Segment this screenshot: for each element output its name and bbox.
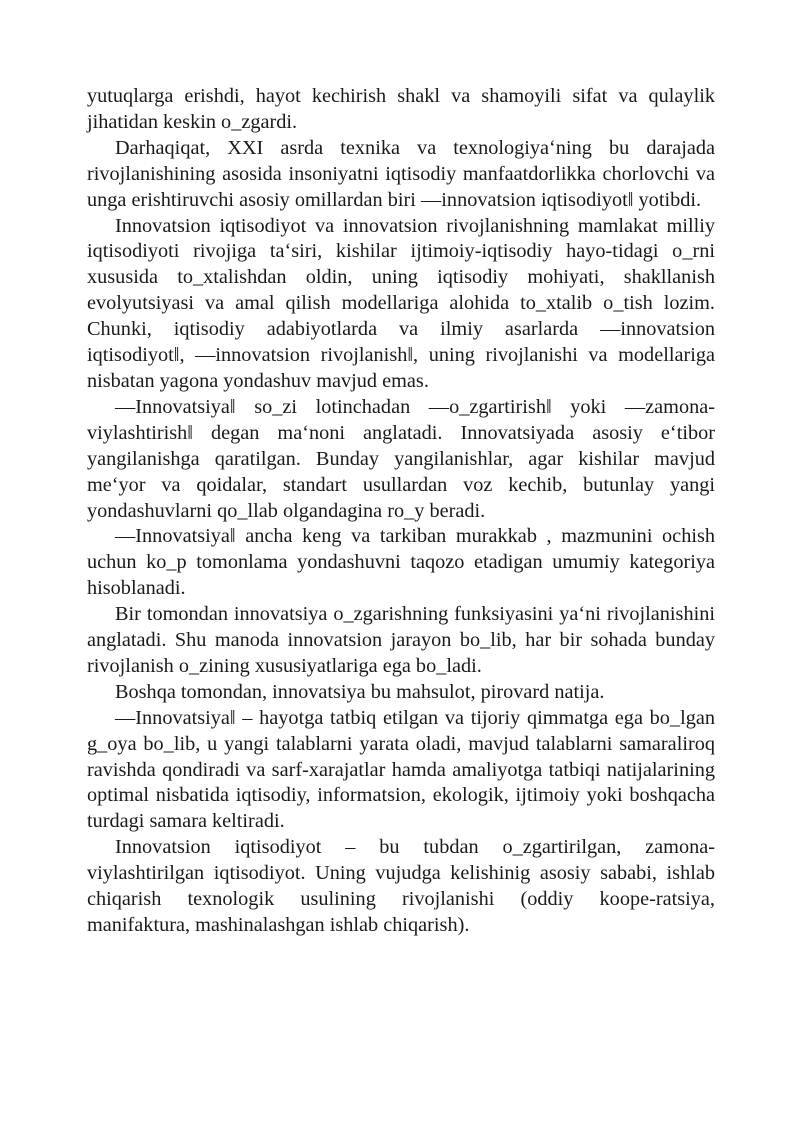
paragraph: Boshqa tomondan, innovatsiya bu mahsulot, pirovard natija. bbox=[115, 680, 605, 703]
paragraph: ―Innovatsiya‖ – hayotga tatbiq etilgan va tijoriy qimmatga ega bo_lgan g_oya bo_lib, u yangi talablarni yarata oladi, mavjud talablarni samaraliroq ravishda qondiradi va sarf-xarajatlar hamda amaliyotga tatbiqi natijalarining optimal nisbatida iqtisodiy, informatsion, ekologik, ijtimoiy yoki boshqacha turdagi samara keltiradi. bbox=[87, 706, 715, 833]
paragraph-continuation: yutuqlarga erishdi, hayot kechirish shakl va shamoyili sifat va qulaylik jihatidan keskin o_zgardi. bbox=[87, 85, 715, 133]
paragraph: Darhaqiqat, XXI asrda texnika va texnologiya‘ning bu darajada rivojlanishining asosida insoniyatni iqtisodiy manfaatdorlikka chorlovchi va unga erishtiruvchi asosiy omillardan biri ―innovatsion iqtisodiyot‖ yotibdi. bbox=[87, 136, 715, 211]
document-page bbox=[87, 84, 715, 939]
paragraph: Bir tomondan innovatsiya o_zgarishning funksiyasini ya‘ni rivojlanishini anglatadi. Shu manoda innovatsion jarayon bo_lib, har bir sohada bunday rivojlanish o_zining xususiyatlariga ega bo_ladi. bbox=[87, 603, 715, 677]
paragraph: Innovatsion iqtisodiyot – bu tubdan o_zgartirilgan, zamona-viylashtirilgan iqtisodiyot. Uning vujudga kelishinig asosiy sababi, ishlab chiqarish texnologik usulining rivojlanishi (oddiy koope-ratsiya, manifaktura, mashinalashgan ishlab chiqarish). bbox=[87, 836, 715, 936]
paragraph: Innovatsion iqtisodiyot va innovatsion rivojlanishning mamlakat milliy iqtisodiyoti rivojiga ta‘siri, kishilar ijtimoiy-iqtisodiy hayo-tidagi o_rni xususida to_xtalishdan oldin, uning iqtisodiy mohiyati, shakllanish evolyutsiyasi va amal qilish modellariga alohida to_xtalib o_tish lozim. Chunki, iqtisodiy adabiyotlarda va ilmiy asarlarda ―innovatsion iqtisodiyot‖, ―innovatsion rivojlanish‖, uning rivojlanishi va modellariga nisbatan yagona yondashuv mavjud emas. bbox=[87, 214, 715, 392]
paragraph: ―Innovatsiya‖ so_zi lotinchadan ―o_zgartirish‖ yoki ―zamona-viylashtirish‖ degan ma‘noni anglatadi. Innovatsiyada asosiy e‘tibor yangilanishga qaratilgan. Bunday yangilanishlar, agar kishilar mavjud me‘yor va qoidalar, standart usullardan voz kechib, butunlay yangi yondashuvlarni qo_llab olgandagina ro_y beradi. bbox=[87, 395, 715, 522]
paragraph: ―Innovatsiya‖ ancha keng va tarkiban murakkab , mazmunini ochish uchun ko_p tomonlama yondashuvni taqozo etadigan umumiy kategoriya hisoblanadi. bbox=[87, 525, 715, 600]
